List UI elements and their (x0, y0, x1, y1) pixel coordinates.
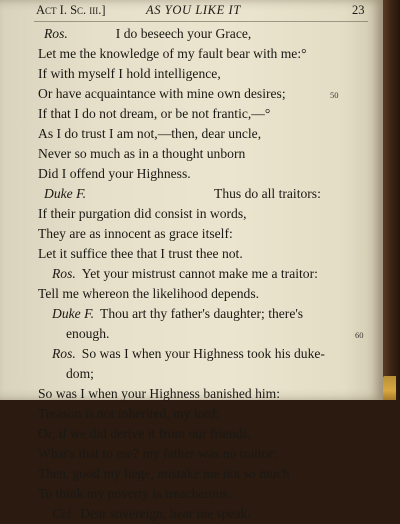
verse-line (0, 144, 383, 164)
line-content (38, 144, 245, 164)
verse-line (0, 464, 383, 484)
verse-line (0, 44, 383, 64)
verse-line (0, 344, 383, 364)
line-text: If their purgation did consist in words, (38, 206, 247, 221)
verse-line (0, 364, 383, 384)
line-text: Dear sovereign, hear me speak. (80, 506, 251, 521)
verse-line (0, 484, 383, 504)
book-spine-edge (383, 0, 400, 400)
line-content (38, 464, 289, 484)
line-content (38, 224, 233, 244)
line-content (52, 504, 251, 524)
line-content (38, 404, 220, 424)
line-text: Then, good my liege, mistake me not so much (38, 466, 290, 481)
verse-line (0, 304, 383, 324)
line-content (38, 124, 261, 144)
line-content (44, 184, 321, 204)
line-text: Tell me whereon the likelihood depends. (38, 286, 260, 301)
verse-line (0, 284, 383, 304)
line-text: To think my poverty is treacherous. (38, 486, 232, 501)
verse-line (0, 204, 383, 224)
verse-line (0, 24, 383, 44)
line-content (52, 264, 318, 284)
header-divider (34, 21, 368, 22)
speaker-name: Ros. (44, 26, 68, 41)
line-content (38, 424, 251, 444)
running-header (0, 3, 383, 19)
line-text: Did I offend your Highness. (38, 166, 191, 181)
line-text: Or have acquaintance with mine own desires; (38, 86, 286, 101)
line-content (38, 484, 231, 504)
line-content (66, 324, 109, 344)
play-title: AS YOU LIKE IT (146, 3, 241, 17)
verse-line (0, 124, 383, 144)
line-content (38, 204, 247, 224)
verse-line (0, 84, 383, 104)
speaker-name: Ros. (52, 266, 76, 281)
speaker-name: Duke F. (52, 306, 95, 321)
line-content (38, 64, 221, 84)
line-text: So was I when your Highness took his duke- (81, 346, 325, 361)
line-content (38, 244, 243, 264)
page-number: 23 (352, 3, 365, 17)
line-content (66, 364, 94, 384)
line-content (38, 104, 270, 124)
line-text: As I do trust I am not,—then, dear uncle, (38, 126, 262, 141)
line-text: dom; (66, 366, 94, 381)
speaker-name: Cel. (52, 506, 75, 521)
line-text: Thou art thy father's daughter; there's (100, 306, 304, 321)
line-text: I do beseech your Grace, (115, 26, 252, 41)
verse-line (0, 164, 383, 184)
verse-line (0, 224, 383, 244)
verse-line (0, 404, 383, 424)
line-content (38, 84, 286, 104)
play-text (0, 24, 383, 524)
line-text: Treason is not inherited, my lord; (38, 406, 220, 421)
verse-line (0, 504, 383, 524)
line-number: 60 (355, 330, 364, 340)
verse-line (0, 244, 383, 264)
gold-page-marker (383, 376, 396, 400)
line-content (38, 384, 280, 404)
verse-line (0, 444, 383, 464)
line-number: 50 (330, 90, 339, 100)
line-text: If with myself I hold intelligence, (38, 66, 221, 81)
line-content (52, 304, 303, 324)
line-text: Or, if we did derive it from our friends, (38, 426, 252, 441)
line-content (44, 24, 251, 44)
verse-line (0, 184, 383, 204)
verse-line (0, 324, 383, 344)
line-content (38, 44, 307, 64)
act-scene-reference: Act I. Sc. iii.] (36, 3, 106, 17)
line-text: So was I when your Highness banished him: (38, 386, 281, 401)
line-text: enough. (66, 326, 110, 341)
speaker-name: Duke F. (44, 186, 87, 201)
line-text: Never so much as in a thought unborn (38, 146, 246, 161)
line-text: Yet your mistrust cannot make me a traitor: (81, 266, 318, 281)
verse-line (0, 264, 383, 284)
line-text: They are as innocent as grace itself: (38, 226, 233, 241)
line-content (38, 444, 277, 464)
verse-line (0, 424, 383, 444)
line-text: If that I do not dream, or be not frantic,—° (38, 106, 271, 121)
line-content (52, 344, 325, 364)
verse-line (0, 384, 383, 404)
line-content (38, 164, 191, 184)
line-text: What's that to me? my father was no traitor: (38, 446, 277, 461)
line-text: Let it suffice thee that I trust thee not. (38, 246, 243, 261)
verse-line (0, 104, 383, 124)
speaker-name: Ros. (52, 346, 76, 361)
verse-line (0, 64, 383, 84)
line-content (38, 284, 259, 304)
line-text: Let me the knowledge of my fault bear with me:° (38, 46, 307, 61)
line-text: Thus do all traitors: (214, 186, 321, 201)
